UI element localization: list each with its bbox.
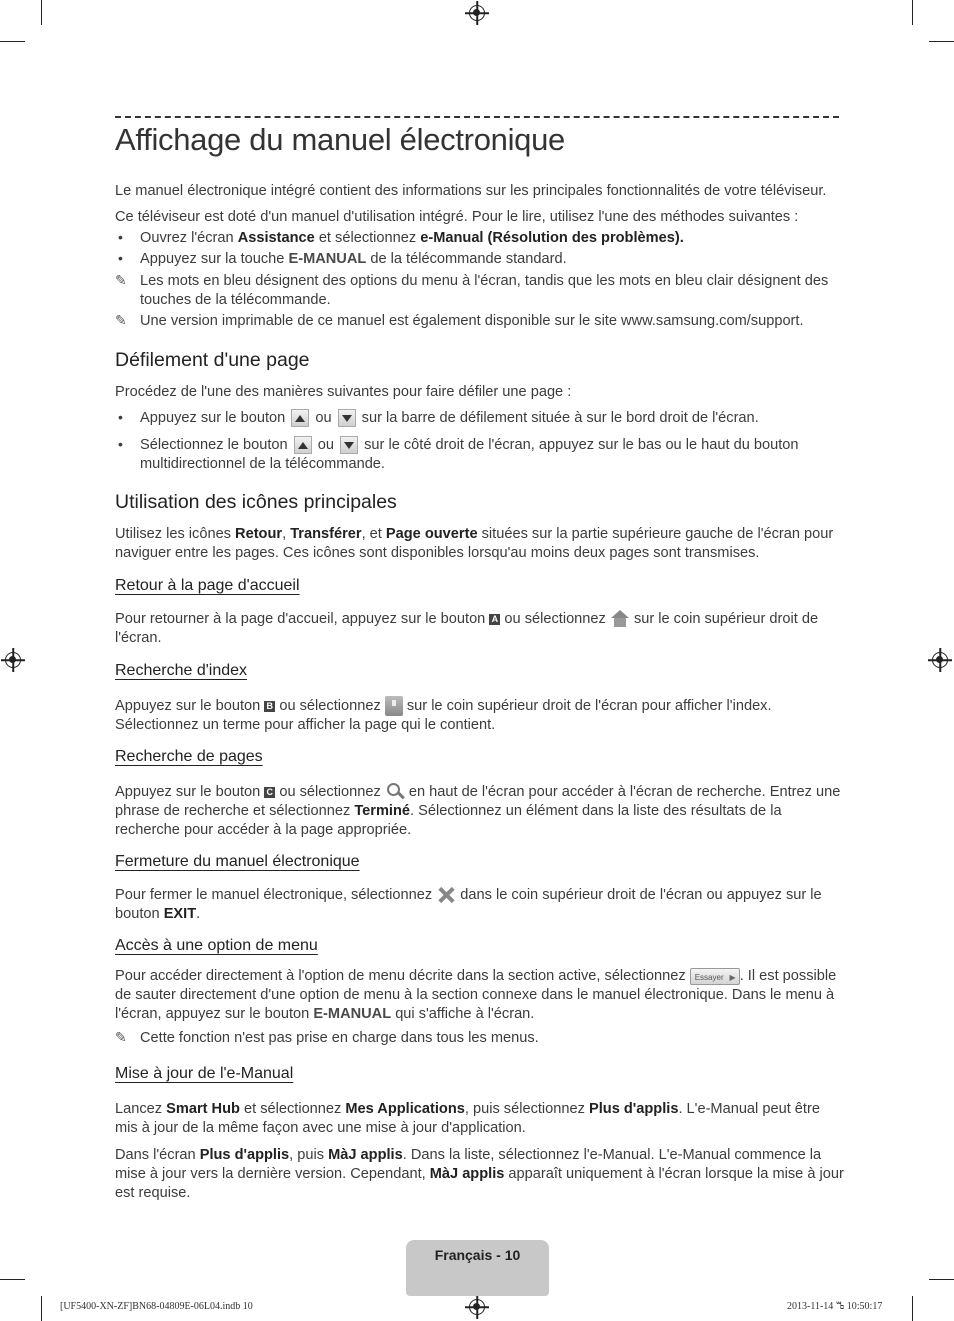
intro-paragraph-2: Ce téléviseur est doté d'un manuel d'utilisation intégré. Pour le lire, utilisez l'une des méthodes suivantes : — [115, 209, 799, 225]
note-text: Les mots en bleu désignent des options du menu à l'écran, tandis que les mots en bleu clair désignent des touches de la télécommande. — [140, 273, 829, 308]
section-heading: Défilement d'une page — [115, 349, 310, 371]
print-slug-right: 2013-11-14 ꕰ 10:50:17 — [787, 1301, 883, 1312]
crop-mark — [41, 0, 42, 25]
subsection-heading: Recherche de pages — [115, 748, 263, 765]
key-c-icon: C — [264, 787, 275, 798]
search-icon — [385, 782, 405, 802]
crop-mark — [41, 1296, 42, 1321]
key-b-icon: B — [264, 701, 275, 712]
scroll-up-icon — [294, 436, 312, 454]
crop-mark — [0, 41, 25, 42]
bullet-item: Appuyez sur le bouton ou sur la barre de défilement située à sur le bord droit de l'écran. — [140, 410, 759, 426]
scroll-down-icon — [338, 409, 356, 427]
registration-mark-icon — [932, 652, 948, 668]
page-number: Français - 10 — [434, 1247, 521, 1263]
title-divider — [115, 116, 839, 118]
index-icon — [385, 696, 403, 716]
subsection-heading: Fermeture du manuel électronique — [115, 853, 360, 870]
registration-mark-icon — [469, 1299, 485, 1315]
key-a-icon: A — [489, 614, 500, 625]
print-slug-left: [UF5400-XN-ZF]BN68-04809E-06L04.indb 10 — [60, 1301, 253, 1312]
section-heading: Utilisation des icônes principales — [115, 491, 397, 513]
subsection-paragraph: Lancez Smart Hub et sélectionnez Mes Applications, puis sélectionnez Plus d'applis. L'e-Manual peut être mis à jour de la même façon avec une mise à jour d'application. — [115, 1101, 820, 1136]
note-pencil-icon: ✎ — [115, 312, 127, 328]
crop-mark — [929, 41, 954, 42]
bullet-item: Appuyez sur la touche E-MANUAL de la télécommande standard. — [140, 251, 567, 267]
registration-mark-icon — [469, 5, 485, 21]
bullet: • — [118, 436, 123, 452]
note-text: Cette fonction n'est pas prise en charge dans tous les menus. — [140, 1030, 539, 1046]
crop-mark — [912, 1296, 913, 1321]
note-pencil-icon: ✎ — [115, 1029, 127, 1045]
section-paragraph: Utilisez les icônes Retour, Transférer, et Page ouverte situées sur la partie supérieure gauche de l'écran pour naviguer entre les pages. Ces icônes sont disponibles lorsqu'au moins deux pages sont transmises. — [115, 526, 834, 561]
note-text: Une version imprimable de ce manuel est également disponible sur le site www.samsung.com/support. — [140, 313, 804, 329]
bullet: • — [118, 409, 123, 425]
try-button-icon: Essayer ▶ — [690, 968, 740, 985]
bullet-item: Sélectionnez le bouton ou sur le côté droit de l'écran, appuyez sur le bas ou le haut du bouton multidirectionnel de la télécommande. — [140, 437, 799, 472]
subsection-paragraph-2: Dans l'écran Plus d'applis, puis MàJ applis. Dans la liste, sélectionnez l'e-Manual. L'e-Manual commence la mise à jour vers la dernière version. Cependant, MàJ applis apparaît uniquement à l'écran lorsque la mise à jour est requise. — [115, 1147, 844, 1201]
subsection-paragraph: Appuyez sur le bouton B ou sélectionnez sur le coin supérieur droit de l'écran pour afficher l'index. Sélectionnez un terme pour afficher la page qui le contient. — [115, 697, 772, 733]
close-icon — [436, 885, 456, 905]
subsection-heading: Mise à jour de l'e-Manual — [115, 1065, 294, 1082]
home-icon — [610, 610, 630, 628]
crop-mark — [912, 0, 913, 25]
subsection-paragraph: Pour accéder directement à l'option de menu décrite dans la section active, sélectionnez Essayer ▶ . Il est possible de sauter directement d'une option de menu à la section connexe dans le manuel électronique. Dans le menu à l'écran, appuyez sur le bouton E-MANUAL qui s'affiche à l'écran. — [115, 967, 845, 1024]
subsection-paragraph: Appuyez sur le bouton C ou sélectionnez en haut de l'écran pour accéder à l'écran de recherche. Entrez une phrase de recherche et sélectionnez Terminé. Sélectionnez un élément dans la liste des résultats de la recherche pour accéder à la page appropriée. — [115, 783, 841, 838]
page-title: Affichage du manuel électronique — [115, 122, 565, 157]
crop-mark — [0, 1279, 25, 1280]
subsection-heading: Recherche d'index — [115, 662, 248, 679]
subsection-heading: Retour à la page d'accueil — [115, 577, 300, 594]
bullet-item: Ouvrez l'écran Assistance et sélectionnez e-Manual (Résolution des problèmes). — [140, 230, 684, 246]
registration-mark-icon — [5, 652, 21, 668]
section-intro: Procédez de l'une des manières suivantes pour faire défiler une page : — [115, 384, 572, 400]
scroll-up-icon — [291, 409, 309, 427]
bullet: • — [118, 229, 123, 245]
subsection-paragraph: Pour fermer le manuel électronique, sélectionnez dans le coin supérieur droit de l'écran ou appuyez sur le bouton EXIT. — [115, 886, 822, 922]
note-pencil-icon: ✎ — [115, 272, 127, 288]
subsection-paragraph: Pour retourner à la page d'accueil, appuyez sur le bouton A ou sélectionnez sur le coin supérieur droit de l'écran. — [115, 611, 819, 646]
scroll-down-icon — [340, 436, 358, 454]
bullet: • — [118, 250, 123, 266]
crop-mark — [929, 1279, 954, 1280]
subsection-heading: Accès à une option de menu — [115, 937, 318, 954]
intro-paragraph: Le manuel électronique intégré contient des informations sur les principales fonctionnalités de votre téléviseur. — [115, 183, 827, 199]
